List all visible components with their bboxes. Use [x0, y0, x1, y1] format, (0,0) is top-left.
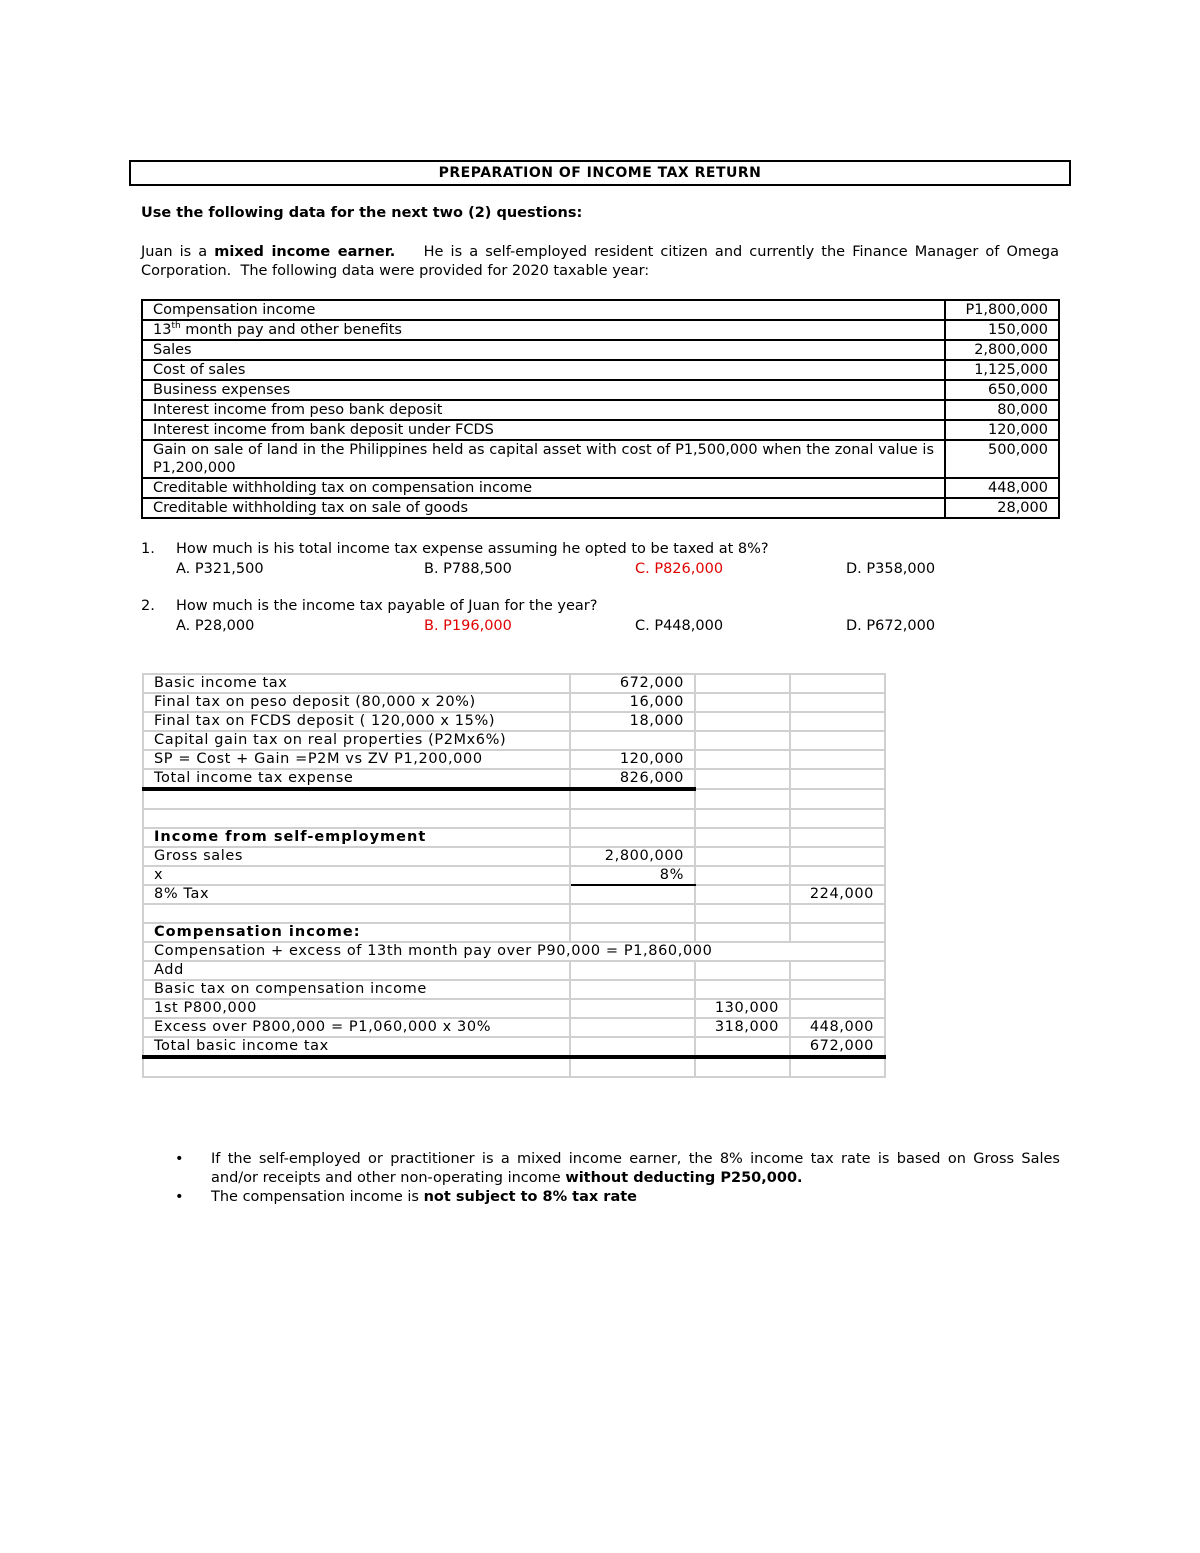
- option-a: A. P321,500: [176, 561, 264, 577]
- table-row: [143, 942, 885, 961]
- option-c-answer: C. P826,000: [635, 561, 724, 577]
- given-amount: 120,000: [945, 420, 1059, 440]
- option-d: D. P358,000: [846, 561, 936, 577]
- given-amount: 500,000: [945, 440, 1059, 478]
- solution-label: SP = Cost + Gain =P2M vs ZV P1,200,000: [143, 750, 570, 769]
- given-amount: 448,000: [945, 478, 1059, 498]
- question-number: 2.: [141, 598, 155, 614]
- section-heading: Income from self-employment: [143, 828, 570, 847]
- table-row: [143, 1037, 885, 1057]
- table-row: [143, 980, 885, 999]
- question-number: 1.: [141, 541, 155, 557]
- note-text: The compensation income is: [211, 1189, 424, 1205]
- table-row: [143, 885, 885, 904]
- solution-amount: 120,000: [570, 750, 695, 769]
- note-bold: without deducting P250,000.: [565, 1170, 803, 1186]
- solution-label: Final tax on FCDS deposit ( 120,000 x 15%): [143, 712, 570, 731]
- solution-total-amount: 826,000: [570, 769, 695, 789]
- solution-label: Capital gain tax on real properties (P2Mx6%): [143, 731, 570, 750]
- solution-total-amount: 672,000: [790, 1037, 885, 1057]
- option-b-answer: B. P196,000: [424, 618, 512, 634]
- question-stem: How much is his total income tax expense assuming he opted to be taxed at 8%?: [176, 541, 769, 557]
- solution-label: 1st P800,000: [143, 999, 570, 1018]
- solution-amount: 224,000: [790, 885, 885, 904]
- intro-text-2: He is a self-employed resident citizen and currently the Finance Manager of Omega Corporation. The following data were provided for 2020 taxable year:: [141, 244, 1064, 279]
- table-row: [143, 1018, 885, 1037]
- solution-amount: 18,000: [570, 712, 695, 731]
- given-label: 13th month pay and other benefits: [142, 320, 945, 340]
- solution-amount: 318,000: [695, 1018, 790, 1037]
- table-row: [142, 380, 1059, 400]
- given-label: Gain on sale of land in the Philippines held as capital asset with cost of P1,500,000 when the zonal value is P1,200,000: [142, 440, 945, 478]
- table-row: [142, 400, 1059, 420]
- list-item: [175, 1150, 1060, 1188]
- table-row: [142, 300, 1059, 320]
- note-text: If the self-employed or practitioner is a mixed income earner, the 8% income tax rate is based on Gross Sales and/or receipts and other non-operating income: [211, 1151, 1060, 1186]
- table-row: [143, 866, 885, 885]
- solution-label: 8% Tax: [143, 885, 570, 904]
- table-row: [142, 478, 1059, 498]
- intro-text-1: Juan is a: [141, 244, 215, 260]
- given-amount: 1,125,000: [945, 360, 1059, 380]
- table-row: [143, 789, 885, 809]
- solution-label: Gross sales: [143, 847, 570, 866]
- table-row: [143, 847, 885, 866]
- solution-total-label: Total income tax expense: [143, 769, 570, 789]
- solution-label: Final tax on peso deposit (80,000 x 20%): [143, 693, 570, 712]
- table-row: [143, 731, 885, 750]
- document-title: PREPARATION OF INCOME TAX RETURN: [129, 160, 1071, 186]
- question-stem: How much is the income tax payable of Juan for the year?: [176, 598, 598, 614]
- section-heading: Compensation income:: [143, 923, 570, 942]
- solution-amount: 16,000: [570, 693, 695, 712]
- solution-amount: 672,000: [570, 674, 695, 693]
- given-amount: 2,800,000: [945, 340, 1059, 360]
- option-c: C. P448,000: [635, 618, 724, 634]
- table-row: [143, 961, 885, 980]
- list-item: [175, 1188, 1060, 1207]
- table-row: [143, 712, 885, 731]
- intro-bold: mixed income earner.: [214, 244, 396, 260]
- bullet-icon: •: [175, 1189, 184, 1205]
- table-row: [142, 498, 1059, 518]
- given-label: Cost of sales: [142, 360, 945, 380]
- solution-label: Basic tax on compensation income: [143, 980, 570, 999]
- table-row: [142, 440, 1059, 478]
- given-label: Interest income from peso bank deposit: [142, 400, 945, 420]
- given-label: Compensation income: [142, 300, 945, 320]
- note-bold: not subject to 8% tax rate: [423, 1189, 637, 1205]
- table-row: [142, 320, 1059, 340]
- table-row: [143, 809, 885, 828]
- option-b: B. P788,500: [424, 561, 512, 577]
- given-amount: 150,000: [945, 320, 1059, 340]
- given-amount: 650,000: [945, 380, 1059, 400]
- notes-list: [175, 1150, 1060, 1207]
- solution-amount: 130,000: [695, 999, 790, 1018]
- problem-intro: [141, 243, 1064, 281]
- solution-amount: 8%: [570, 866, 695, 885]
- given-label: Creditable withholding tax on sale of goods: [142, 498, 945, 518]
- table-row: [143, 923, 885, 942]
- solution-total-label: Total basic income tax: [143, 1037, 570, 1057]
- table-row: [142, 420, 1059, 440]
- table-row: [143, 769, 885, 789]
- instructions-heading: Use the following data for the next two (2) questions:: [141, 205, 583, 221]
- table-row: [143, 693, 885, 712]
- given-amount: 80,000: [945, 400, 1059, 420]
- table-row: [143, 750, 885, 769]
- given-amount: P1,800,000: [945, 300, 1059, 320]
- given-label: Business expenses: [142, 380, 945, 400]
- table-row: [142, 340, 1059, 360]
- given-label: Creditable withholding tax on compensation income: [142, 478, 945, 498]
- solution-label: Compensation + excess of 13th month pay over P90,000 = P1,860,000: [143, 942, 885, 961]
- given-amount: 28,000: [945, 498, 1059, 518]
- table-row: [143, 1057, 885, 1077]
- solution-table: [142, 673, 886, 1078]
- given-label: Sales: [142, 340, 945, 360]
- solution-label: Basic income tax: [143, 674, 570, 693]
- table-row: [143, 674, 885, 693]
- table-row: [143, 828, 885, 847]
- option-a: A. P28,000: [176, 618, 255, 634]
- bullet-icon: •: [175, 1151, 184, 1167]
- solution-amount: 2,800,000: [570, 847, 695, 866]
- solution-label: x: [143, 866, 570, 885]
- solution-label: Add: [143, 961, 570, 980]
- given-data-table: [141, 299, 1060, 519]
- option-d: D. P672,000: [846, 618, 936, 634]
- solution-amount: 448,000: [790, 1018, 885, 1037]
- table-row: [143, 999, 885, 1018]
- solution-label: Excess over P800,000 = P1,060,000 x 30%: [143, 1018, 570, 1037]
- given-label: Interest income from bank deposit under FCDS: [142, 420, 945, 440]
- table-row: [143, 904, 885, 923]
- table-row: [142, 360, 1059, 380]
